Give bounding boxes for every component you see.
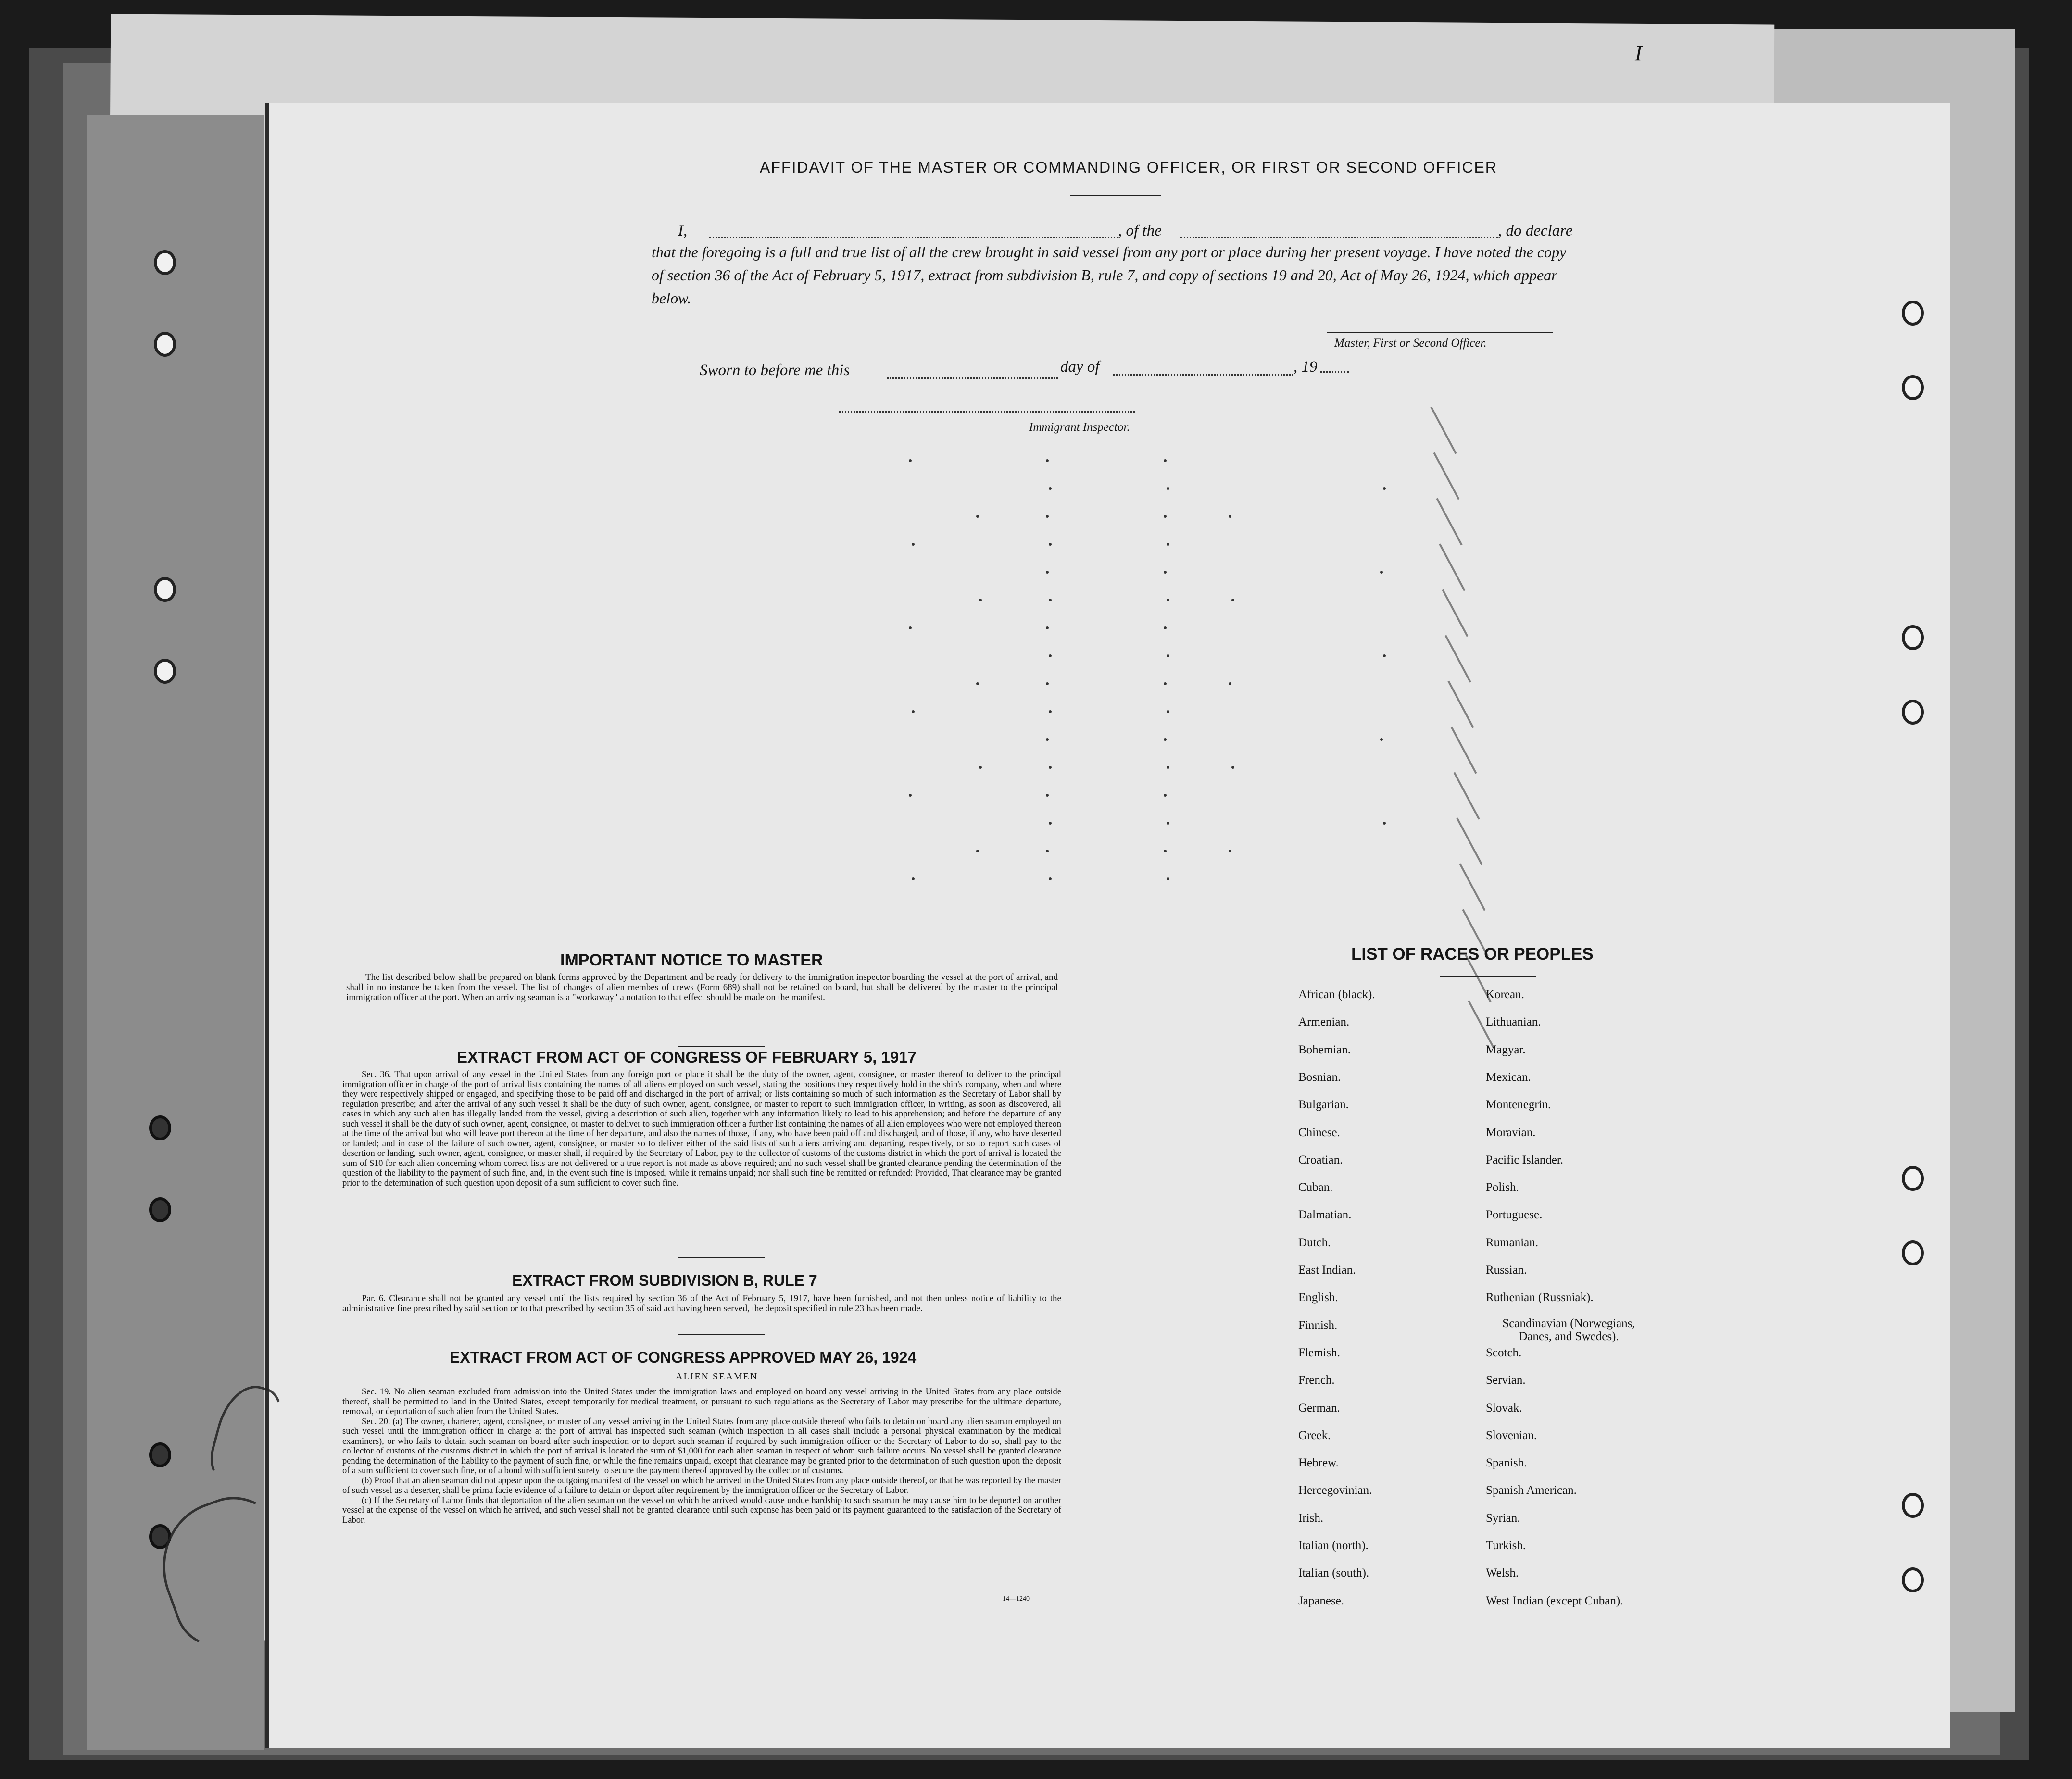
race-item: Scotch. <box>1486 1346 1522 1359</box>
bleed-dot <box>1229 850 1231 852</box>
extract-rule7-title: EXTRACT FROM SUBDIVISION B, RULE 7 <box>512 1272 817 1289</box>
race-item: East Indian. <box>1298 1264 1356 1277</box>
bleed-dot <box>1383 487 1386 490</box>
sworn-year-blank[interactable] <box>1320 371 1349 373</box>
bleed-dot <box>1164 571 1167 574</box>
extract-1924-text <box>342 1387 1061 1525</box>
vessel-name-blank[interactable] <box>1180 237 1498 238</box>
race-item: Slovak. <box>1486 1401 1522 1415</box>
inspector-label: Immigrant Inspector. <box>1029 421 1130 434</box>
bleed-dot <box>909 459 912 462</box>
extract-1924-subtitle: ALIEN SEAMEN <box>676 1371 758 1382</box>
bleed-dot <box>1046 794 1049 797</box>
corner-mark: I <box>1635 41 1642 65</box>
binder-hole-left-5 <box>149 1115 171 1140</box>
race-item: Dalmatian. <box>1298 1208 1352 1222</box>
sworn-day-of: day of <box>1060 358 1100 376</box>
binder-hole-left-1 <box>154 250 176 275</box>
bleed-dot <box>1164 850 1167 852</box>
race-item: Montenegrin. <box>1486 1098 1551 1112</box>
bleed-dot <box>1164 626 1167 629</box>
bleed-dot <box>1046 626 1049 629</box>
affidavit-title-underline <box>1070 195 1161 196</box>
bleed-dot <box>909 794 912 797</box>
race-item: Polish. <box>1486 1181 1519 1194</box>
binder-hole-left-6 <box>149 1197 171 1222</box>
binder-hole-right-5 <box>1902 1166 1924 1191</box>
affidavit-of-the: , of the <box>1118 222 1162 239</box>
race-item: Armenian. <box>1298 1015 1350 1029</box>
section-20c-paragraph: (c) If the Secretary of Labor finds that deportation of the alien seaman on the vessel on which he arrived would cause undue hardship to such seaman he may cause him to be deported on another vessel at the expense of the vessel on which he arrived, and such vessel shall not be granted clearance until such expense has been paid or its payment guaranteed to the satisfaction of the Secretary of Labor. <box>342 1495 1061 1525</box>
race-item: Bosnian. <box>1298 1070 1341 1084</box>
race-item: Russian. <box>1486 1264 1527 1277</box>
bleed-dot <box>1167 487 1169 490</box>
bleed-dot <box>1164 515 1167 518</box>
form-number: 14—1240 <box>1003 1595 1030 1603</box>
race-item: Slovenian. <box>1486 1428 1537 1442</box>
race-item: Flemish. <box>1298 1346 1340 1359</box>
race-item: Spanish. <box>1486 1456 1527 1470</box>
extract-1924-title: EXTRACT FROM ACT OF CONGRESS APPROVED MAY 26, 1924 <box>450 1349 917 1366</box>
bleed-dot <box>1167 710 1169 713</box>
bleed-dot <box>979 599 982 601</box>
bleed-dot <box>1229 682 1231 685</box>
bleed-dot <box>1231 599 1234 601</box>
race-item: Hercegovinian. <box>1298 1484 1372 1497</box>
race-item: Magyar. <box>1486 1043 1526 1056</box>
race-item: Syrian. <box>1486 1511 1520 1525</box>
bleed-dot <box>1383 654 1386 657</box>
race-item: Portuguese. <box>1486 1208 1543 1222</box>
bleed-dot <box>1167 822 1169 825</box>
binder-hole-left-4 <box>154 659 176 684</box>
race-item: Servian. <box>1486 1374 1526 1387</box>
bleed-dot <box>1049 543 1052 546</box>
race-item: Japanese. <box>1298 1594 1344 1607</box>
binder-hole-right-1 <box>1902 301 1924 326</box>
race-item: Turkish. <box>1486 1539 1526 1552</box>
bleed-dot <box>1229 515 1231 518</box>
race-item: Dutch. <box>1298 1236 1331 1249</box>
bleed-dot <box>1167 877 1169 880</box>
bleed-dot <box>1049 487 1052 490</box>
race-item: African (black). <box>1298 988 1375 1001</box>
race-item: Cuban. <box>1298 1181 1333 1194</box>
affidavit-body: that the foregoing is a full and true list of all the crew brought in said vessel from any port or place during her present voyage. I have noted the copy of section 36 of the Act of February 5, 1917, extract from subdivision B, rule 7, and copy of sections 19 and 20, Act of May 26, 1924, which appear below. <box>652 243 1567 307</box>
bleed-dot <box>912 877 915 880</box>
races-title-underline <box>1440 976 1536 977</box>
race-item: Bohemian. <box>1298 1043 1351 1056</box>
extract-1917-text <box>342 1070 1061 1188</box>
bleed-dot <box>1046 571 1049 574</box>
extract-rule7-divider <box>678 1334 765 1335</box>
bleed-dot <box>912 543 915 546</box>
race-item: Finnish. <box>1298 1318 1338 1332</box>
master-signature-line[interactable] <box>1327 332 1553 333</box>
bleed-dot <box>909 626 912 629</box>
sworn-day-blank[interactable] <box>887 377 1058 379</box>
affidavit-title: AFFIDAVIT OF THE MASTER OR COMMANDING OFFICER, OR FIRST OR SECOND OFFICER <box>760 159 1497 176</box>
bleed-dot <box>1167 599 1169 601</box>
bleed-dot <box>976 682 979 685</box>
affidavit-i: I, <box>678 222 688 239</box>
race-item: Bulgarian. <box>1298 1098 1349 1112</box>
bleed-dot <box>1167 766 1169 769</box>
binder-hole-left-7 <box>149 1442 171 1467</box>
race-item: West Indian (except Cuban). <box>1486 1594 1623 1607</box>
race-item: Ruthenian (Russniak). <box>1486 1291 1594 1304</box>
binder-hole-right-3 <box>1902 625 1924 650</box>
bleed-dot <box>1049 877 1052 880</box>
bleed-dot <box>912 710 915 713</box>
bleed-dot <box>1167 654 1169 657</box>
extract-rule7-paragraph: Par. 6. Clearance shall not be granted any vessel until the lists required by section 36 of the Act of February 5, 1917, have been furnished, and not then unless notice of liability to the administrative fine prescribed by said section or to that prescribed by section 35 of said act having been served, the deposit specified in rule 23 has been made. <box>342 1293 1061 1314</box>
race-item: Scandinavian (Norwegians, Danes, and Swedes). <box>1502 1316 1635 1343</box>
bleed-dot <box>1049 599 1052 601</box>
section-20b-paragraph: (b) Proof that an alien seaman did not appear upon the outgoing manifest of the vessel on which he arrived in the United States from any place outside thereof, or that he was reported by the master of such vessel as a deserter, shall be prima facie evidence of a failure to detain or deport after requirement by the immigration officer or the Secretary of Labor. <box>342 1476 1061 1495</box>
inspector-signature-line[interactable] <box>839 411 1135 413</box>
binder-hole-right-2 <box>1902 375 1924 400</box>
bleed-dot <box>1049 822 1052 825</box>
bleed-dot <box>1380 571 1383 574</box>
race-item: English. <box>1298 1291 1338 1304</box>
race-item: Rumanian. <box>1486 1236 1539 1249</box>
bleed-dot <box>1046 850 1049 852</box>
race-item: Moravian. <box>1486 1126 1536 1139</box>
bleed-dot <box>1046 459 1049 462</box>
race-item: Lithuanian. <box>1486 1015 1541 1029</box>
extract-1917-divider <box>678 1257 765 1258</box>
bleed-dot <box>1049 710 1052 713</box>
bleed-dot <box>979 766 982 769</box>
binder-hole-right-7 <box>1902 1493 1924 1518</box>
extract-1917-paragraph: Sec. 36. That upon arrival of any vessel in the United States from any foreign port or place it shall be the duty of the owner, agent, consignee, or master thereof to deliver to the principal immigration officer in charge of the port of arrival lists containing the names of all aliens employed on such vessel, stating the positions they respectively hold in the ship's company, when and where they were respectively shipped or engaged, and specifying those to be paid off and discharged in the port of arrival; or lists containing so much of such information as the Secretary of Labor shall by regulation prescribe; and after the arrival of any such vessel it shall be the duty of such owner, agent, consignee, or master to report to such immigration officer, in writing, as soon as discovered, all cases in which any such alien has illegally landed from the vessel, giving a description of such alien, together with any information likely to lead to his apprehension; and before the departure of any such vessel it shall be the duty of such owner, agent, consignee, or master to deliver to such immigration officer a further list containing the names of all alien employees who were not employed thereon at the time of the arrival but who will leave port thereon at the time of her departure, and also the names of those, if any, who have been paid off and discharged, and of those, if any, who have deserted or landed; and in case of the failure of such owner, agent, consignee, or master so to deliver either of the said lists of such aliens arriving and departing, respectively, or so to report such cases of desertion or landing, such owner, agent, consignee, or master shall, if required by the Secretary of Labor, pay to the collector of customs of the customs district in which the port of arrival is located the sum of $10 for each alien concerning whom correct lists are not delivered or a true report is not made as above required; and no such vessel shall be granted clearance pending the determination of the question of the liability to the payment of such fine, and, in the event such fine is imposed, while it remains unpaid; nor shall such fine be remitted or refunded: Provided, That clearance may be granted prior to the determination of such question upon deposit of a sum sufficient to cover such fine. <box>342 1070 1061 1188</box>
notice-text <box>346 972 1058 1002</box>
race-item: Irish. <box>1298 1511 1324 1525</box>
binder-hole-left-3 <box>154 577 176 602</box>
bleed-dot <box>1164 459 1167 462</box>
notice-divider <box>678 1046 765 1047</box>
bleed-dot <box>1046 682 1049 685</box>
master-signature-label: Master, First or Second Officer. <box>1334 337 1487 350</box>
race-item: Mexican. <box>1486 1070 1531 1084</box>
race-item: Italian (north). <box>1298 1539 1369 1552</box>
bleed-dot <box>1167 543 1169 546</box>
race-item: French. <box>1298 1374 1335 1387</box>
bleed-dot <box>1231 766 1234 769</box>
race-item: Pacific Islander. <box>1486 1153 1564 1166</box>
races-title: LIST OF RACES OR PEOPLES <box>1351 945 1594 964</box>
section-19-paragraph: Sec. 19. No alien seaman excluded from admission into the United States under the immigration laws and employed on board any vessel arriving in the United States from any place outside thereof, shall be permitted to land in the United States, except temporarily for medical treatment, or pursuant to such regulations as the Secretary of Labor may prescribe for the ultimate departure, removal, or deportation of such alien from the United States. <box>342 1387 1061 1416</box>
notice-paragraph: The list described below shall be prepared on blank forms approved by the Department and be ready for delivery to the immigration inspector boarding the vessel at the port of arrival, and shall in no instance be taken from the vessel. The list of changes of alien membes of crews (Form 689) shall not be retained on board, but shall be delivered by the master to the principal immigration officer at the port. When an arriving seaman is a "workaway" a notation to that effect should be made on the manifest. <box>346 972 1058 1002</box>
race-item: Korean. <box>1486 988 1524 1001</box>
race-item: Chinese. <box>1298 1126 1340 1139</box>
bleed-dot <box>1046 515 1049 518</box>
race-item: Hebrew. <box>1298 1456 1339 1470</box>
bleed-dot <box>1164 682 1167 685</box>
binder-hole-right-4 <box>1902 700 1924 725</box>
declarant-name-blank[interactable] <box>709 237 1118 238</box>
sworn-month-blank[interactable] <box>1113 374 1293 376</box>
sworn-label: Sworn to before me this <box>700 362 850 379</box>
extract-rule7-text <box>342 1293 1061 1314</box>
binder-hole-right-8 <box>1902 1567 1924 1592</box>
sworn-year: , 19 <box>1293 358 1318 376</box>
bleed-dot <box>976 850 979 852</box>
bleed-dot <box>1383 822 1386 825</box>
bleed-dot <box>1164 794 1167 797</box>
race-item: German. <box>1298 1401 1340 1415</box>
bleed-dot <box>1049 766 1052 769</box>
section-20a-paragraph: Sec. 20. (a) The owner, charterer, agent, consignee, or master of any vessel arriving in the United States from any place outside thereof who fails to detain on board any alien seaman employed on such vessel until the immigration officer in charge at the port of arrival has inspected such seaman (which inspection in all cases shall include a personal physical examination by the medical examiners), or who fails to detain such seaman on board after such inspection or to deport such seaman if required by such immigration officer or the Secretary of Labor to do so, shall pay to the collector of customs of the customs district in which the port of arrival is located the sum of $1,000 for each alien seaman in respect of whom such failure occurs. No vessel shall be granted clearance pending the determination of the liability to the payment of such fine, or while the fine remains unpaid, except that clearance may be granted prior to the determination of such question upon the deposit of a sum sufficient to cover such fine, or of a bond with sufficient surety to secure the payment thereof approved by the collector of customs. <box>342 1416 1061 1476</box>
race-item: Italian (south). <box>1298 1566 1369 1580</box>
notice-title: IMPORTANT NOTICE TO MASTER <box>560 951 823 969</box>
race-item: Spanish American. <box>1486 1484 1577 1497</box>
bleed-dot <box>976 515 979 518</box>
bleed-dot <box>1380 738 1383 741</box>
extract-1917-title: EXTRACT FROM ACT OF CONGRESS OF FEBRUARY 5, 1917 <box>457 1048 917 1066</box>
binder-hole-left-2 <box>154 332 176 357</box>
race-item: Welsh. <box>1486 1566 1519 1580</box>
race-item: Greek. <box>1298 1428 1331 1442</box>
affidavit-do-declare: , do declare <box>1498 222 1573 239</box>
bleed-dot <box>1049 654 1052 657</box>
binder-hole-right-6 <box>1902 1240 1924 1265</box>
bleed-dot <box>1046 738 1049 741</box>
bleed-dot <box>1164 738 1167 741</box>
race-item: Croatian. <box>1298 1153 1343 1166</box>
